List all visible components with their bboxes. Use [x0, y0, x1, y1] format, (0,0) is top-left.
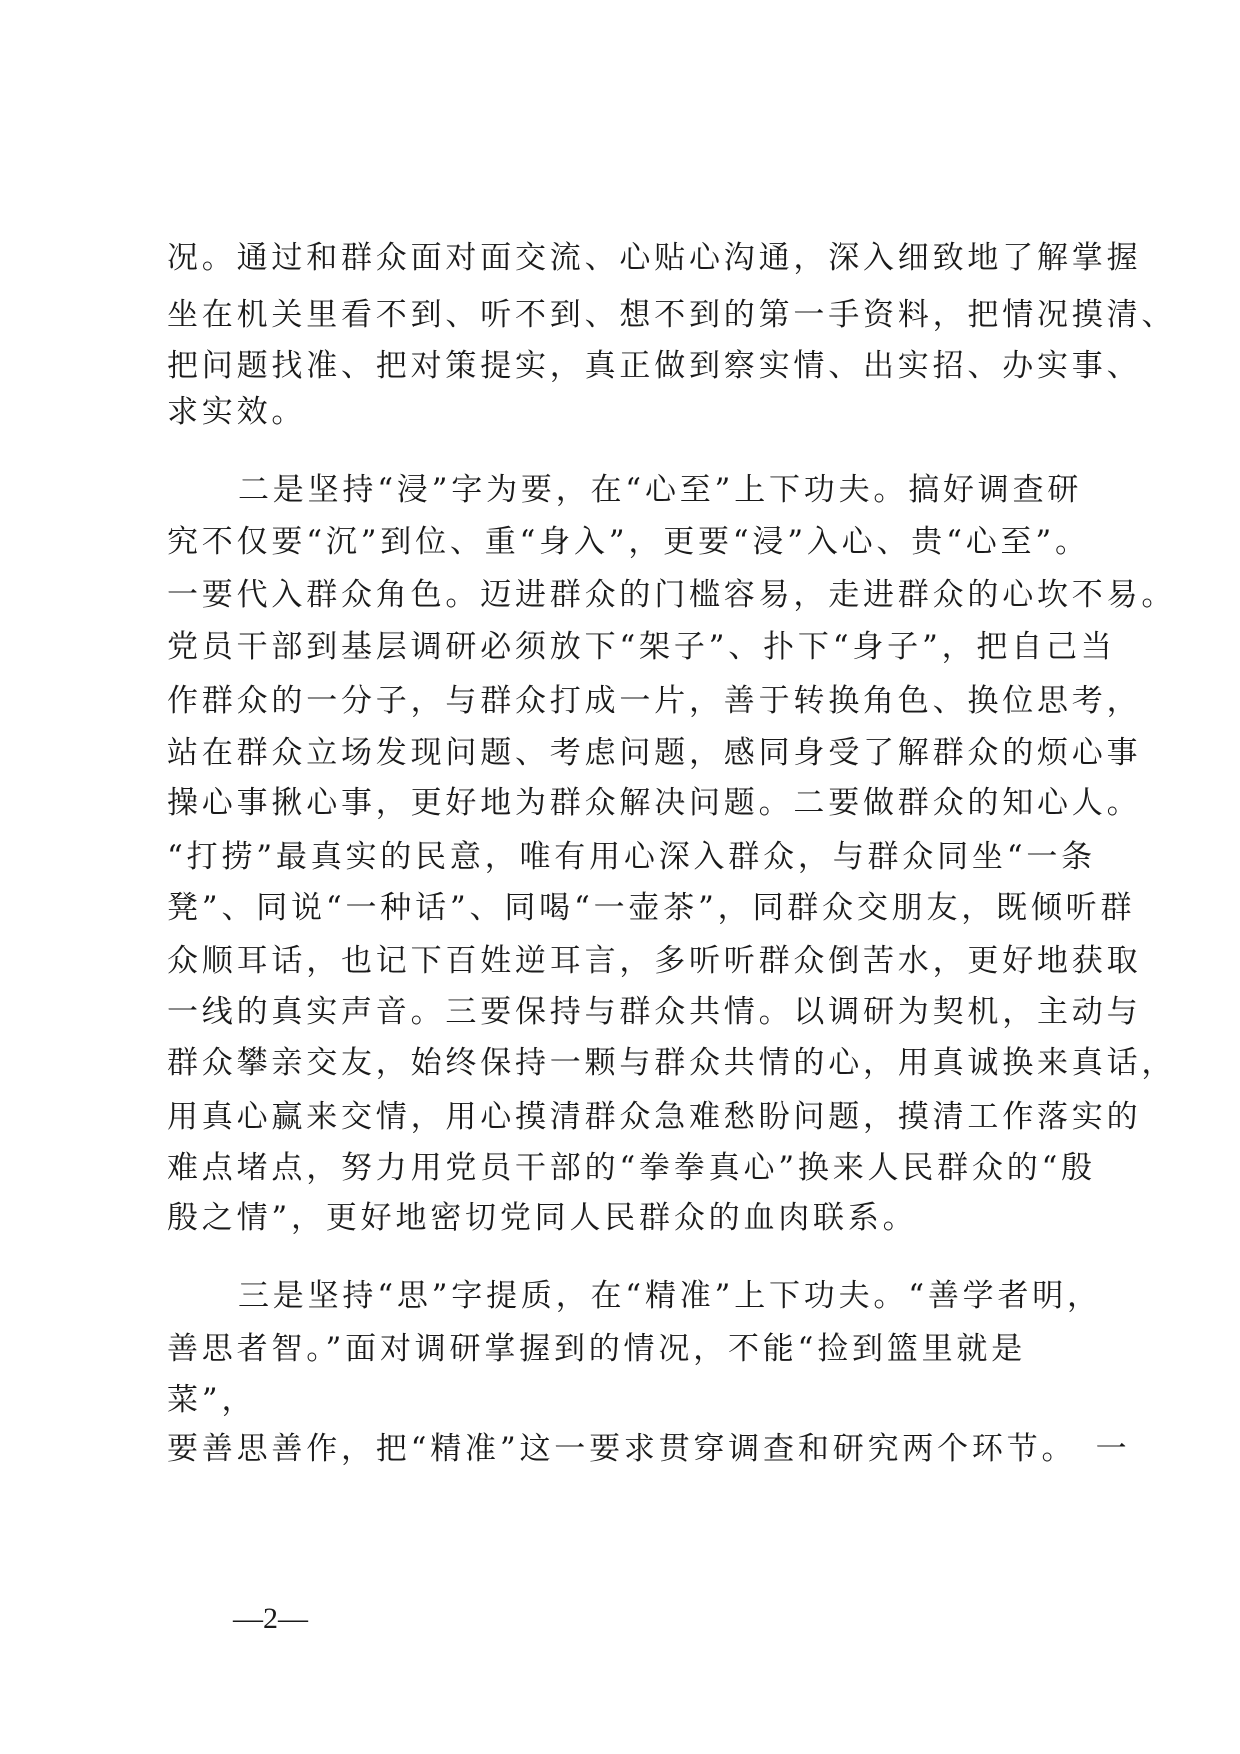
body-text-line: 究不仅要“沉”到位、重“身入”，更要“浸”入心、贵“心至”。: [167, 524, 1090, 560]
body-text-line: 菜”，: [167, 1382, 257, 1418]
body-text-line: 殷之情”，更好地密切党同人民群众的血肉联系。: [167, 1200, 918, 1236]
body-text-line: 作群众的一分子，与群众打成一片，善于转换角色、换位思考，: [167, 683, 1142, 719]
body-text-line: 用真心赢来交情，用心摸清群众急难愁盼问题，摸清工作落实的: [167, 1099, 1142, 1135]
body-text-line: 善思者智。”面对调研掌握到的情况，不能“捡到篮里就是: [167, 1331, 1026, 1367]
page-number: —2—: [233, 1602, 308, 1635]
body-text-line: 一要代入群众角色。迈进群众的门槛容易，走进群众的心坎不易。: [167, 577, 1177, 613]
paragraph-first-line: 二是坚持“浸”字为要，在“心至”上下功夫。搞好调查研: [238, 472, 1083, 508]
body-text-line: 站在群众立场发现问题、考虑问题，感同身受了解群众的烦心事: [167, 735, 1142, 771]
body-text-line: 求实效。: [167, 394, 307, 430]
body-text-line: 党员干部到基层调研必须放下“架子”、扑下“身子”，把自己当: [167, 629, 1116, 665]
body-text-line: 凳”、同说“一种话”、同喝“一壶茶”，同群众交朋友，既倾听群: [167, 890, 1136, 926]
body-text-line: 一线的真实声音。三要保持与群众共情。以调研为契机，主动与: [167, 994, 1142, 1030]
body-text-line: 把问题找准、把对策提实，真正做到察实情、出实招、办实事、: [167, 348, 1142, 384]
body-text-line: 难点堵点，努力用党员干部的“拳拳真心”换来人民群众的“殷: [167, 1150, 1096, 1186]
body-text-line: 要善思善作，把“精准”这一要求贯穿调查和研究两个环节。 一: [167, 1431, 1131, 1467]
body-text-line: 群众攀亲交友，始终保持一颗与群众共情的心，用真诚换来真话，: [167, 1045, 1177, 1081]
body-text-line: 众顺耳话，也记下百姓逆耳言，多听听群众倒苦水，更好地获取: [167, 943, 1142, 979]
body-text-line: 况。通过和群众面对面交流、心贴心沟通，深入细致地了解掌握: [167, 240, 1142, 276]
paragraph-first-line: 三是坚持“思”字提质，在“精准”上下功夫。“善学者明，: [238, 1278, 1102, 1314]
body-text-line: 坐在机关里看不到、听不到、想不到的第一手资料，把情况摸清、: [167, 297, 1177, 333]
body-text-line: “打捞”最真实的民意，唯有用心深入群众，与群众同坐“一条: [167, 839, 1096, 875]
body-text-line: 操心事揪心事，更好地为群众解决问题。二要做群众的知心人。: [167, 785, 1142, 821]
